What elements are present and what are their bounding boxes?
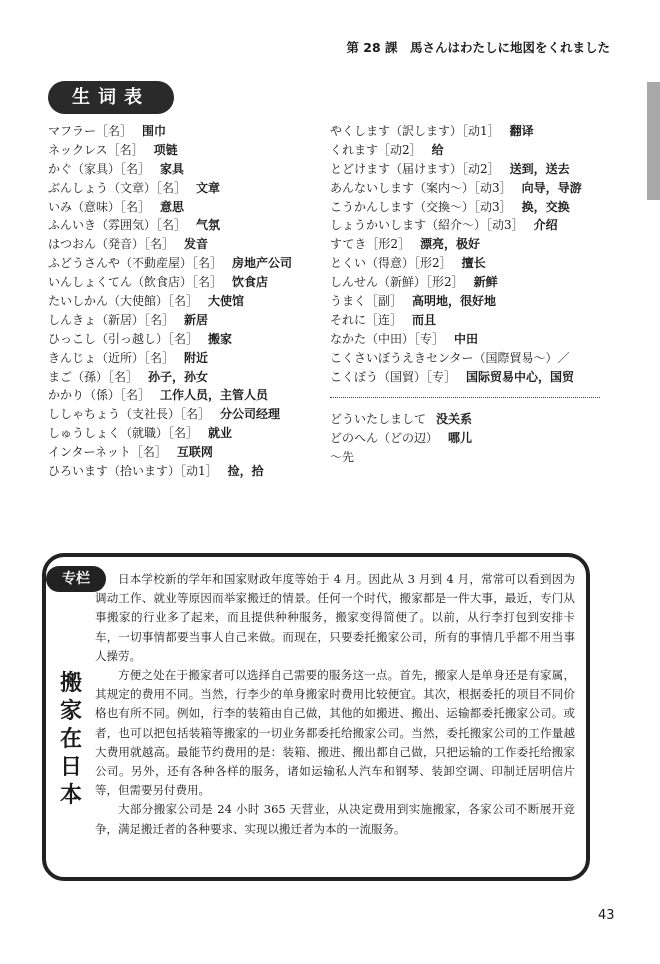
vocab-entry [330, 292, 620, 311]
vocab-term: こうかんします（交換～）［动3］ [330, 199, 512, 214]
vocab-meaning: 就业 [208, 426, 233, 441]
vocab-entry [330, 311, 620, 330]
vocab-entry [330, 216, 620, 235]
column-title-char: 家 [59, 699, 82, 724]
vocab-meaning: 大使馆 [208, 294, 245, 309]
vocab-entry [330, 122, 620, 141]
vocab-term: しゅうしょく（就職）［名］ [48, 426, 199, 441]
vocab-meaning: 互联网 [176, 445, 213, 460]
vocab-meaning: 翻译 [509, 124, 534, 138]
vocab-term: きんじょ（近所）［名］ [48, 350, 175, 365]
vocab-entry [48, 254, 328, 273]
vocab-term: すてき［形2］ [330, 237, 410, 252]
vocab-column-right [330, 122, 620, 467]
vocab-entry [48, 349, 328, 368]
vocab-term: いんしょくてん（飲食店）［名］ [48, 275, 223, 290]
column-body [95, 570, 575, 839]
vocab-term: とどけます（届けます）［动2］ [330, 161, 500, 176]
vocab-meaning: 高明地，很好地 [412, 294, 497, 309]
vocab-term: しょうかいします（紹介～）［动3］ [330, 218, 524, 233]
vocab-meaning: 房地产公司 [232, 256, 293, 271]
vocab-term: こくさいぼうえきセンター（国際貿易～）／ [330, 350, 570, 365]
vocab-meaning: 分公司经理 [220, 407, 281, 422]
vocab-entry [48, 292, 328, 311]
vocab-entry [330, 349, 620, 368]
vocab-entry [48, 386, 328, 405]
vocab-meaning: 中田 [454, 331, 479, 346]
vocab-meaning: 给 [431, 142, 444, 157]
column-title-char: 日 [59, 755, 82, 780]
vocab-entry [330, 273, 620, 292]
vocab-entry [330, 429, 620, 448]
vocab-entry [48, 235, 328, 254]
vocab-term: ひっこし（引っ越し）［名］ [48, 331, 199, 346]
vocab-entry [48, 160, 328, 179]
column-title-char: 在 [59, 727, 82, 752]
vocab-meaning: 发音 [184, 237, 209, 252]
vocab-entry [48, 141, 328, 160]
vocab-entry [48, 405, 328, 424]
vocab-entry [330, 254, 620, 273]
vocab-term: インターネット［名］ [48, 445, 167, 460]
vocab-term: くれます［动2］ [330, 142, 422, 157]
dotted-divider [330, 378, 600, 398]
vocab-term: どのへん（どの辺） [330, 431, 439, 446]
vocab-term: かぐ（家具）［名］ [48, 161, 151, 176]
vocab-meaning: 气氛 [196, 218, 221, 233]
column-paragraph: 大部分搬家公司是 24 小时 365 天营业，从决定费用到实施搬家，各家公司不断展开竞争，满足搬迁者的各种要求、实现以搬迁者为本的一流服务。 [95, 802, 575, 836]
vocab-entry [330, 410, 620, 429]
vocab-meaning: 漂亮，极好 [420, 237, 481, 252]
vocab-term: こくぼう（国貿）［专］ [330, 369, 457, 384]
vocab-entry [48, 443, 328, 462]
vocab-meaning: 附近 [184, 350, 209, 365]
vocab-entry [48, 311, 328, 330]
chapter-tab [647, 82, 660, 200]
vocab-meaning: 擅长 [461, 256, 486, 271]
vocab-meaning: 饮食店 [232, 275, 269, 290]
vocab-term: たいしかん（大使館）［名］ [48, 294, 199, 309]
column-paragraph: 日本学校新的学年和国家财政年度等始于 4 月。因此从 3 月到 4 月，常常可以看到因为调动工作、就业等原因而举家搬迁的情景。任何一个时代，搬家都是一件大事，最近，专门从事搬家的行业多了起来，而且提供种种服务，搬家变得简便了。以前，从行李打包到安排卡车，一切事情都要当事人自己来做。而现在，只要委托搬家公司，所有的事情几乎都不用当事人操劳。 [95, 572, 575, 663]
vocab-entry [330, 330, 620, 349]
vocab-entry [330, 141, 620, 160]
running-header: 第 28 課 馬さんはわたしに地図をくれました [346, 40, 610, 55]
vocab-term: あんないします（案内～）［动3］ [330, 180, 512, 195]
vocab-meaning: 新鲜 [473, 275, 498, 290]
vocab-meaning: 哪儿 [448, 431, 473, 446]
vocab-entry [48, 368, 328, 387]
vocab-meaning: 围巾 [142, 124, 167, 138]
column-title [56, 670, 86, 810]
vocab-term: どういたしまして [330, 412, 427, 427]
vocab-entry [48, 462, 328, 481]
vocab-entry [48, 273, 328, 292]
vocab-term: ひろいます（拾います）［动1］ [48, 464, 218, 479]
vocab-meaning: 新居 [184, 312, 209, 327]
vocab-meaning: 介绍 [533, 218, 558, 233]
vocab-term: やくします（訳します）［动1］ [330, 124, 500, 138]
vocab-term: ぶんしょう（文章）［名］ [48, 180, 187, 195]
vocab-meaning: 捡，拾 [227, 464, 264, 479]
page-number: 43 [598, 908, 615, 923]
vocab-meaning: 家具 [160, 161, 185, 176]
vocab-meaning: 国际贸易中心，国贸 [466, 369, 575, 384]
vocab-term: ふんいき（雰囲気）［名］ [48, 218, 187, 233]
vocab-meaning: 意思 [160, 199, 185, 214]
vocab-entry [330, 179, 620, 198]
vocab-entry [48, 424, 328, 443]
vocab-term: しんせん（新鮮）［形2］ [330, 275, 464, 290]
vocab-entry [48, 179, 328, 198]
vocab-meaning: 文章 [196, 180, 221, 195]
vocab-meaning: 项链 [153, 142, 178, 157]
vocab-term: ししゃちょう（支社長）［名］ [48, 407, 211, 422]
vocab-term: うまく［副］ [330, 294, 403, 309]
vocab-meaning: 而且 [412, 312, 437, 327]
vocab-entry [48, 330, 328, 349]
vocab-entry [330, 235, 620, 254]
vocab-term: まご（孫）［名］ [48, 369, 139, 384]
column-paragraph: 方便之处在于搬家者可以选择自己需要的服务这一点。首先，搬家人是单身还是有家属，其规定的费用不同。当然，行李少的单身搬家时费用比较便宜。其次，根据委托的项目不同价格也有所不同。例如，行李的装箱由自己做，其他的如搬进、搬出、运输都委托搬家公司。或者，也可以把包括装箱等搬家的一切业务都委托给搬家公司。当然，委托搬家公司的工作量越大费用就越高。最能节约费用的是：装箱、搬进、搬出都自己做，只把运输的工作委托给搬家公司。另外，还有各种各样的服务，诸如运输私人汽车和钢琴、装卸空调、印制迁居明信片等，但需要另付费用。 [95, 668, 575, 798]
vocab-title-banner: 生词表 [48, 81, 174, 114]
vocab-term: かかり（係）［名］ [48, 388, 151, 403]
vocab-meaning: 孙子，孙女 [148, 369, 209, 384]
column-title-char: 搬 [59, 671, 82, 696]
column-title-char: 本 [59, 783, 82, 808]
vocab-entry [330, 160, 620, 179]
vocab-entry [330, 448, 620, 467]
vocab-meaning: 送到，送去 [509, 161, 570, 176]
vocab-entry [48, 198, 328, 217]
vocab-term: ～先 [330, 450, 355, 465]
vocab-term: いみ（意味）［名］ [48, 199, 151, 214]
vocab-entry [48, 122, 328, 141]
vocab-term: それに［连］ [330, 312, 403, 327]
vocab-term: とくい（得意）［形2］ [330, 256, 452, 271]
vocab-column-left [48, 122, 328, 481]
column-badge: 专栏 [46, 566, 106, 592]
vocab-entry [48, 216, 328, 235]
vocab-term: ネックレス［名］ [48, 142, 144, 157]
vocab-meaning: 搬家 [208, 331, 233, 346]
vocab-meaning: 向导，导游 [521, 180, 582, 195]
vocab-term: ふどうさんや（不動産屋）［名］ [48, 256, 223, 271]
vocab-meaning: 工作人员，主管人员 [160, 388, 269, 403]
vocab-term: はつおん（発音）［名］ [48, 237, 175, 252]
vocab-meaning: 换，交换 [521, 199, 570, 214]
vocab-term: しんきょ（新居）［名］ [48, 312, 175, 327]
vocab-meaning: 没关系 [436, 412, 473, 427]
vocab-term: なかた（中田）［专］ [330, 331, 445, 346]
vocab-entry [330, 198, 620, 217]
vocab-term: マフラー［名］ [48, 124, 133, 138]
